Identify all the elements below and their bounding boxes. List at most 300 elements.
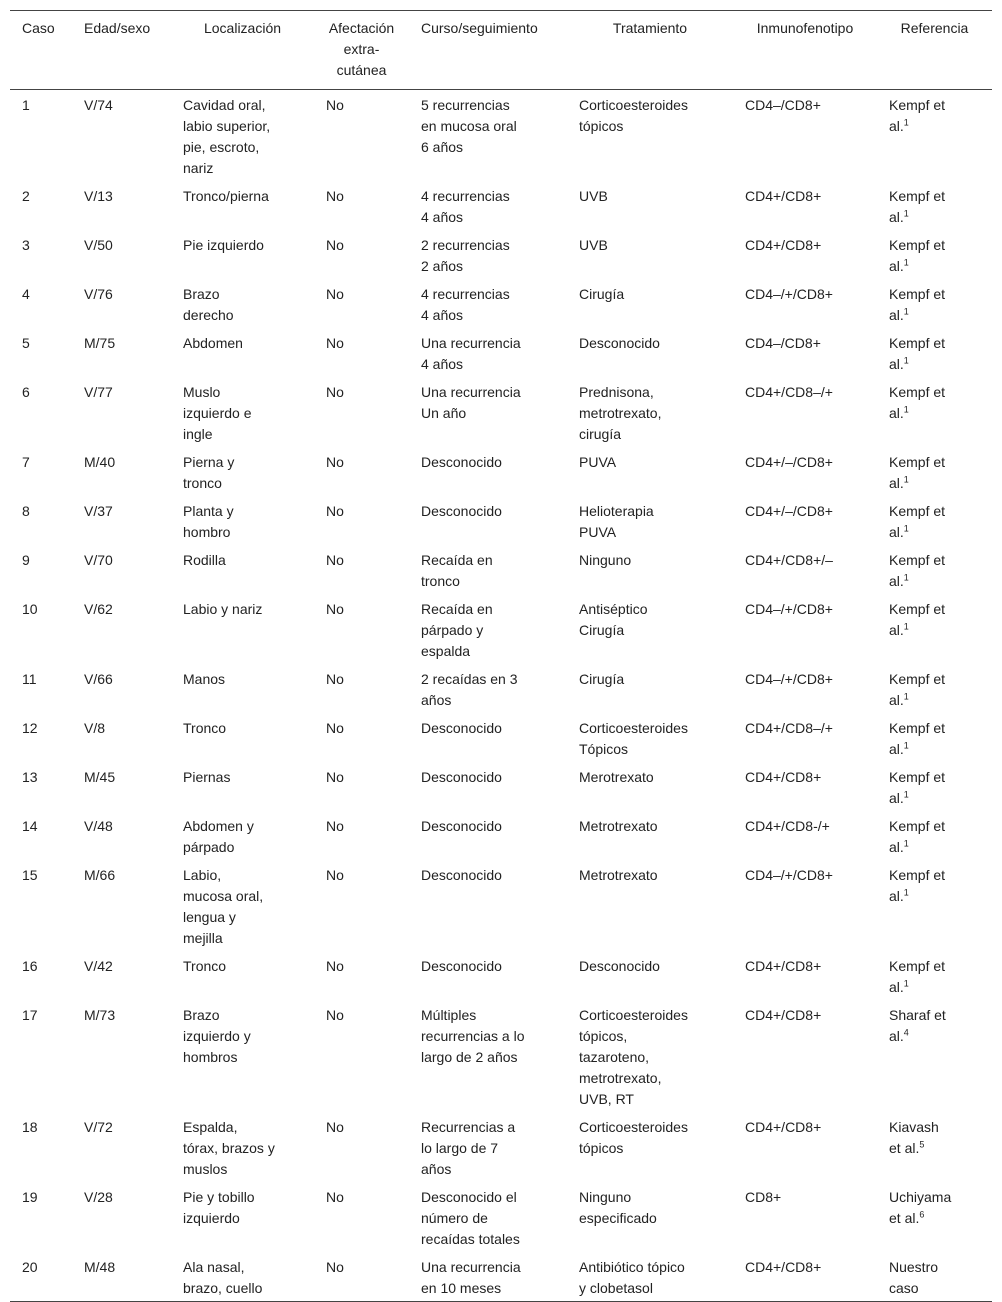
course-text: 2 recurrencias 2 años bbox=[421, 237, 510, 274]
header-extracutaneous: Afectación extra- cutánea bbox=[328, 20, 395, 78]
treatment-text: Desconocido bbox=[579, 958, 660, 974]
extracutaneous-text: No bbox=[326, 1007, 344, 1023]
age-sex-text: M/45 bbox=[84, 769, 116, 785]
cell-immunophenotype bbox=[733, 664, 877, 713]
cell-reference bbox=[877, 1112, 992, 1182]
extracutaneous-text: No bbox=[326, 97, 344, 113]
reference-text: Kempf et al. bbox=[889, 237, 946, 274]
cell-reference bbox=[877, 230, 992, 279]
extracutaneous-text: No bbox=[326, 188, 344, 204]
cell-age-sex bbox=[72, 90, 171, 182]
cell-treatment bbox=[567, 545, 733, 594]
reference-superscript: 5 bbox=[919, 1139, 925, 1150]
cell-extracutaneous bbox=[314, 713, 409, 762]
treatment-text: Prednisona, metrotrexato, cirugía bbox=[579, 384, 662, 442]
cell-course bbox=[409, 713, 567, 762]
treatment-text: PUVA bbox=[579, 454, 617, 470]
age-sex-text: M/48 bbox=[84, 1259, 116, 1275]
extracutaneous-text: No bbox=[326, 454, 344, 470]
location-text: Pie izquierdo bbox=[183, 237, 264, 253]
case-text: 13 bbox=[22, 769, 38, 785]
cell-immunophenotype bbox=[733, 1000, 877, 1112]
treatment-text: Cirugía bbox=[579, 671, 625, 687]
table-row bbox=[10, 545, 992, 594]
cell-location bbox=[171, 664, 314, 713]
cell-age-sex bbox=[72, 181, 171, 230]
cell-course bbox=[409, 811, 567, 860]
header-row bbox=[10, 11, 992, 90]
reference-text: Kiavash et al. bbox=[889, 1119, 939, 1156]
extracutaneous-text: No bbox=[326, 818, 344, 834]
treatment-text: Corticoesteroides tópicos bbox=[579, 97, 688, 134]
cell-case bbox=[10, 230, 72, 279]
cell-location bbox=[171, 1182, 314, 1252]
reference-superscript: 1 bbox=[903, 789, 909, 800]
table-row bbox=[10, 1112, 992, 1182]
header-reference: Referencia bbox=[900, 20, 969, 36]
cell-location bbox=[171, 496, 314, 545]
immunophenotype-text: CD4–/+/CD8+ bbox=[745, 867, 833, 883]
header-immunophenotype: Inmunofenotipo bbox=[756, 20, 854, 36]
location-text: Pie y tobillo izquierdo bbox=[183, 1189, 255, 1226]
cell-location bbox=[171, 811, 314, 860]
age-sex-text: V/48 bbox=[84, 818, 113, 834]
course-text: Desconocido bbox=[421, 720, 502, 736]
location-text: Brazo derecho bbox=[183, 286, 234, 323]
course-text: Desconocido bbox=[421, 503, 502, 519]
cell-age-sex bbox=[72, 762, 171, 811]
course-text: 4 recurrencias 4 años bbox=[421, 286, 510, 323]
cell-course bbox=[409, 594, 567, 664]
immunophenotype-text: CD4–/+/CD8+ bbox=[745, 286, 833, 302]
cell-extracutaneous bbox=[314, 496, 409, 545]
immunophenotype-text: CD8+ bbox=[745, 1189, 782, 1205]
cell-course bbox=[409, 1252, 567, 1302]
immunophenotype-text: CD4+/CD8–/+ bbox=[745, 720, 833, 736]
extracutaneous-text: No bbox=[326, 769, 344, 785]
case-text: 9 bbox=[22, 552, 30, 568]
reference-superscript: 1 bbox=[903, 740, 909, 751]
extracutaneous-text: No bbox=[326, 1259, 344, 1275]
age-sex-text: M/66 bbox=[84, 867, 116, 883]
cell-reference bbox=[877, 496, 992, 545]
table-row bbox=[10, 279, 992, 328]
cell-extracutaneous bbox=[314, 328, 409, 377]
table-row bbox=[10, 713, 992, 762]
cell-immunophenotype bbox=[733, 328, 877, 377]
reference-superscript: 1 bbox=[903, 978, 909, 989]
table-row bbox=[10, 1182, 992, 1252]
cell-extracutaneous bbox=[314, 279, 409, 328]
extracutaneous-text: No bbox=[326, 552, 344, 568]
immunophenotype-text: CD4+/CD8+ bbox=[745, 958, 822, 974]
cell-reference bbox=[877, 713, 992, 762]
reference-text: Kempf et al. bbox=[889, 958, 946, 995]
extracutaneous-text: No bbox=[326, 335, 344, 351]
cell-reference bbox=[877, 1252, 992, 1302]
cell-treatment bbox=[567, 594, 733, 664]
course-text: Desconocido bbox=[421, 454, 502, 470]
cell-extracutaneous bbox=[314, 447, 409, 496]
case-text: 3 bbox=[22, 237, 30, 253]
extracutaneous-text: No bbox=[326, 720, 344, 736]
cell-extracutaneous bbox=[314, 545, 409, 594]
header-location: Localización bbox=[203, 20, 282, 36]
reference-superscript: 1 bbox=[903, 474, 909, 485]
location-text: Abdomen bbox=[183, 335, 243, 351]
cell-course bbox=[409, 496, 567, 545]
case-text: 12 bbox=[22, 720, 38, 736]
cell-age-sex bbox=[72, 594, 171, 664]
cell-course bbox=[409, 1182, 567, 1252]
cell-location bbox=[171, 860, 314, 951]
case-text: 1 bbox=[22, 97, 30, 113]
treatment-text: Corticoesteroides Tópicos bbox=[579, 720, 688, 757]
age-sex-text: V/72 bbox=[84, 1119, 113, 1135]
cell-extracutaneous bbox=[314, 1112, 409, 1182]
location-text: Brazo izquierdo y hombros bbox=[183, 1007, 251, 1065]
location-text: Piernas bbox=[183, 769, 231, 785]
cell-treatment bbox=[567, 860, 733, 951]
reference-text: Kempf et al. bbox=[889, 671, 946, 708]
treatment-text: Ninguno bbox=[579, 552, 632, 568]
course-text: Desconocido bbox=[421, 867, 502, 883]
extracutaneous-text: No bbox=[326, 1119, 344, 1135]
immunophenotype-text: CD4–/+/CD8+ bbox=[745, 601, 833, 617]
case-text: 10 bbox=[22, 601, 38, 617]
cell-age-sex bbox=[72, 447, 171, 496]
cell-location bbox=[171, 377, 314, 447]
header-course: Curso/seguimiento bbox=[421, 20, 538, 36]
cell-extracutaneous bbox=[314, 1252, 409, 1302]
cell-treatment bbox=[567, 377, 733, 447]
table-row bbox=[10, 328, 992, 377]
case-text: 6 bbox=[22, 384, 30, 400]
cell-case bbox=[10, 1000, 72, 1112]
cell-extracutaneous bbox=[314, 594, 409, 664]
cell-age-sex bbox=[72, 279, 171, 328]
cell-extracutaneous bbox=[314, 664, 409, 713]
immunophenotype-text: CD4–/CD8+ bbox=[745, 335, 821, 351]
cell-location bbox=[171, 279, 314, 328]
immunophenotype-text: CD4+/–/CD8+ bbox=[745, 503, 833, 519]
cell-treatment bbox=[567, 1112, 733, 1182]
cell-immunophenotype bbox=[733, 1182, 877, 1252]
cell-reference bbox=[877, 279, 992, 328]
location-text: Cavidad oral, labio superior, pie, escroto, nariz bbox=[183, 97, 271, 176]
immunophenotype-text: CD4+/CD8+ bbox=[745, 188, 822, 204]
treatment-text: Metrotrexato bbox=[579, 818, 658, 834]
cell-location bbox=[171, 230, 314, 279]
case-text: 20 bbox=[22, 1259, 38, 1275]
immunophenotype-text: CD4+/CD8+ bbox=[745, 1007, 822, 1023]
treatment-text: Antiséptico Cirugía bbox=[579, 601, 648, 638]
cell-immunophenotype bbox=[733, 496, 877, 545]
cell-immunophenotype bbox=[733, 811, 877, 860]
age-sex-text: V/42 bbox=[84, 958, 113, 974]
reference-superscript: 1 bbox=[903, 306, 909, 317]
cell-course bbox=[409, 90, 567, 182]
table-row bbox=[10, 594, 992, 664]
cell-age-sex bbox=[72, 1252, 171, 1302]
location-text: Labio, mucosa oral, lengua y mejilla bbox=[183, 867, 264, 946]
reference-superscript: 1 bbox=[903, 208, 909, 219]
cell-reference bbox=[877, 860, 992, 951]
extracutaneous-text: No bbox=[326, 286, 344, 302]
cell-reference bbox=[877, 951, 992, 1000]
cell-case bbox=[10, 328, 72, 377]
cell-course bbox=[409, 447, 567, 496]
cell-reference bbox=[877, 545, 992, 594]
cell-immunophenotype bbox=[733, 545, 877, 594]
cell-course bbox=[409, 951, 567, 1000]
cell-case bbox=[10, 811, 72, 860]
treatment-text: Ninguno especificado bbox=[579, 1189, 657, 1226]
extracutaneous-text: No bbox=[326, 601, 344, 617]
table-row bbox=[10, 664, 992, 713]
age-sex-text: V/28 bbox=[84, 1189, 113, 1205]
immunophenotype-text: CD4+/CD8–/+ bbox=[745, 384, 833, 400]
course-text: Una recurrencia Un año bbox=[421, 384, 521, 421]
cell-immunophenotype bbox=[733, 951, 877, 1000]
cell-treatment bbox=[567, 328, 733, 377]
cell-case bbox=[10, 181, 72, 230]
reference-superscript: 1 bbox=[903, 691, 909, 702]
cell-age-sex bbox=[72, 951, 171, 1000]
cell-treatment bbox=[567, 951, 733, 1000]
reference-text: Kempf et al. bbox=[889, 867, 946, 904]
cell-course bbox=[409, 328, 567, 377]
course-text: Desconocido bbox=[421, 958, 502, 974]
cell-location bbox=[171, 545, 314, 594]
case-text: 17 bbox=[22, 1007, 38, 1023]
reference-superscript: 1 bbox=[903, 257, 909, 268]
age-sex-text: M/40 bbox=[84, 454, 116, 470]
extracutaneous-text: No bbox=[326, 671, 344, 687]
cell-extracutaneous bbox=[314, 860, 409, 951]
cell-location bbox=[171, 594, 314, 664]
cell-extracutaneous bbox=[314, 377, 409, 447]
cell-treatment bbox=[567, 496, 733, 545]
course-text: Recurrencias a lo largo de 7 años bbox=[421, 1119, 516, 1177]
location-text: Labio y nariz bbox=[183, 601, 263, 617]
age-sex-text: V/8 bbox=[84, 720, 106, 736]
cell-case bbox=[10, 1252, 72, 1302]
cell-extracutaneous bbox=[314, 951, 409, 1000]
header-case: Caso bbox=[22, 20, 55, 36]
reference-text: Uchiyama et al. bbox=[889, 1189, 952, 1226]
table-row bbox=[10, 447, 992, 496]
reference-text: Kempf et al. bbox=[889, 188, 946, 225]
reference-superscript: 6 bbox=[919, 1209, 925, 1220]
cell-location bbox=[171, 181, 314, 230]
cell-immunophenotype bbox=[733, 181, 877, 230]
case-text: 19 bbox=[22, 1189, 38, 1205]
cell-reference bbox=[877, 1000, 992, 1112]
cell-course bbox=[409, 230, 567, 279]
cell-immunophenotype bbox=[733, 230, 877, 279]
cell-age-sex bbox=[72, 811, 171, 860]
reference-superscript: 1 bbox=[903, 838, 909, 849]
extracutaneous-text: No bbox=[326, 503, 344, 519]
treatment-text: Helioterapia PUVA bbox=[579, 503, 654, 540]
case-text: 4 bbox=[22, 286, 30, 302]
location-text: Abdomen y párpado bbox=[183, 818, 254, 855]
cell-location bbox=[171, 90, 314, 182]
immunophenotype-text: CD4–/CD8+ bbox=[745, 97, 821, 113]
cell-age-sex bbox=[72, 1182, 171, 1252]
immunophenotype-text: CD4+/–/CD8+ bbox=[745, 454, 833, 470]
cell-case bbox=[10, 90, 72, 182]
immunophenotype-text: CD4+/CD8+ bbox=[745, 237, 822, 253]
cell-location bbox=[171, 328, 314, 377]
cell-case bbox=[10, 496, 72, 545]
cell-reference bbox=[877, 328, 992, 377]
table-row bbox=[10, 1000, 992, 1112]
immunophenotype-text: CD4+/CD8-/+ bbox=[745, 818, 830, 834]
cell-immunophenotype bbox=[733, 713, 877, 762]
table-row bbox=[10, 811, 992, 860]
treatment-text: Antibiótico tópico y clobetasol bbox=[579, 1259, 685, 1296]
reference-superscript: 1 bbox=[903, 887, 909, 898]
cell-age-sex bbox=[72, 545, 171, 594]
cell-case bbox=[10, 279, 72, 328]
table-row bbox=[10, 181, 992, 230]
course-text: Recaída en párpado y espalda bbox=[421, 601, 493, 659]
cell-reference bbox=[877, 90, 992, 182]
cell-reference bbox=[877, 762, 992, 811]
cell-course bbox=[409, 1112, 567, 1182]
cell-location bbox=[171, 1000, 314, 1112]
treatment-text: Corticoesteroides tópicos, tazaroteno, metrotrexato, UVB, RT bbox=[579, 1007, 688, 1107]
cell-age-sex bbox=[72, 230, 171, 279]
treatment-text: Corticoesteroides tópicos bbox=[579, 1119, 688, 1156]
course-text: Recaída en tronco bbox=[421, 552, 493, 589]
cell-reference bbox=[877, 447, 992, 496]
reference-text: Kempf et al. bbox=[889, 552, 946, 589]
cell-reference bbox=[877, 181, 992, 230]
cell-immunophenotype bbox=[733, 279, 877, 328]
table-row bbox=[10, 90, 992, 182]
cell-extracutaneous bbox=[314, 230, 409, 279]
course-text: 5 recurrencias en mucosa oral 6 años bbox=[421, 97, 517, 155]
reference-text: Kempf et al. bbox=[889, 818, 946, 855]
age-sex-text: V/77 bbox=[84, 384, 113, 400]
extracutaneous-text: No bbox=[326, 958, 344, 974]
location-text: Ala nasal, brazo, cuello bbox=[183, 1259, 263, 1296]
cell-immunophenotype bbox=[733, 377, 877, 447]
cell-course bbox=[409, 664, 567, 713]
cell-immunophenotype bbox=[733, 1252, 877, 1302]
reference-text: Sharaf et al. bbox=[889, 1007, 946, 1044]
cell-age-sex bbox=[72, 664, 171, 713]
course-text: Una recurrencia 4 años bbox=[421, 335, 521, 372]
cell-treatment bbox=[567, 90, 733, 182]
cell-immunophenotype bbox=[733, 90, 877, 182]
immunophenotype-text: CD4+/CD8+ bbox=[745, 769, 822, 785]
reference-superscript: 1 bbox=[903, 572, 909, 583]
cell-treatment bbox=[567, 181, 733, 230]
cell-course bbox=[409, 762, 567, 811]
cell-location bbox=[171, 713, 314, 762]
extracutaneous-text: No bbox=[326, 1189, 344, 1205]
cell-case bbox=[10, 860, 72, 951]
age-sex-text: V/62 bbox=[84, 601, 113, 617]
reference-superscript: 1 bbox=[903, 117, 909, 128]
cell-treatment bbox=[567, 762, 733, 811]
cell-treatment bbox=[567, 1182, 733, 1252]
immunophenotype-text: CD4+/CD8+ bbox=[745, 1119, 822, 1135]
cell-extracutaneous bbox=[314, 1182, 409, 1252]
cell-case bbox=[10, 951, 72, 1000]
age-sex-text: V/76 bbox=[84, 286, 113, 302]
reference-text: Kempf et al. bbox=[889, 503, 946, 540]
table-row bbox=[10, 230, 992, 279]
location-text: Rodilla bbox=[183, 552, 226, 568]
cell-case bbox=[10, 594, 72, 664]
course-text: Desconocido bbox=[421, 769, 502, 785]
header-treatment: Tratamiento bbox=[612, 20, 688, 36]
age-sex-text: M/75 bbox=[84, 335, 116, 351]
case-text: 8 bbox=[22, 503, 30, 519]
location-text: Manos bbox=[183, 671, 226, 687]
course-text: Múltiples recurrencias a lo largo de 2 años bbox=[421, 1007, 525, 1065]
header-age-sex: Edad/sexo bbox=[84, 20, 151, 36]
table-row bbox=[10, 496, 992, 545]
location-text: Planta y hombro bbox=[183, 503, 234, 540]
cell-reference bbox=[877, 664, 992, 713]
reference-text: Kempf et al. bbox=[889, 601, 946, 638]
cell-age-sex bbox=[72, 860, 171, 951]
course-text: Desconocido el número de recaídas totales bbox=[421, 1189, 520, 1247]
location-text: Espalda, tórax, brazos y muslos bbox=[183, 1119, 275, 1177]
case-text: 7 bbox=[22, 454, 30, 470]
cell-age-sex bbox=[72, 496, 171, 545]
age-sex-text: V/50 bbox=[84, 237, 113, 253]
reference-text: Kempf et al. bbox=[889, 97, 946, 134]
cell-extracutaneous bbox=[314, 1000, 409, 1112]
cell-case bbox=[10, 377, 72, 447]
reference-text: Kempf et al. bbox=[889, 720, 946, 757]
course-text: 4 recurrencias 4 años bbox=[421, 188, 510, 225]
cell-immunophenotype bbox=[733, 447, 877, 496]
cell-course bbox=[409, 860, 567, 951]
cell-treatment bbox=[567, 811, 733, 860]
cell-reference bbox=[877, 377, 992, 447]
cell-location bbox=[171, 447, 314, 496]
cell-treatment bbox=[567, 664, 733, 713]
cell-treatment bbox=[567, 279, 733, 328]
table-row bbox=[10, 1252, 992, 1302]
age-sex-text: M/73 bbox=[84, 1007, 116, 1023]
extracutaneous-text: No bbox=[326, 384, 344, 400]
treatment-text: Cirugía bbox=[579, 286, 625, 302]
cell-location bbox=[171, 1112, 314, 1182]
immunophenotype-text: CD4–/+/CD8+ bbox=[745, 671, 833, 687]
location-text: Tronco bbox=[183, 720, 227, 736]
cell-reference bbox=[877, 594, 992, 664]
reference-text: Kempf et al. bbox=[889, 286, 946, 323]
cell-treatment bbox=[567, 447, 733, 496]
case-text: 16 bbox=[22, 958, 38, 974]
treatment-text: UVB bbox=[579, 237, 608, 253]
age-sex-text: V/66 bbox=[84, 671, 113, 687]
reference-superscript: 1 bbox=[903, 621, 909, 632]
cell-case bbox=[10, 762, 72, 811]
cell-extracutaneous bbox=[314, 811, 409, 860]
cell-age-sex bbox=[72, 1000, 171, 1112]
extracutaneous-text: No bbox=[326, 867, 344, 883]
